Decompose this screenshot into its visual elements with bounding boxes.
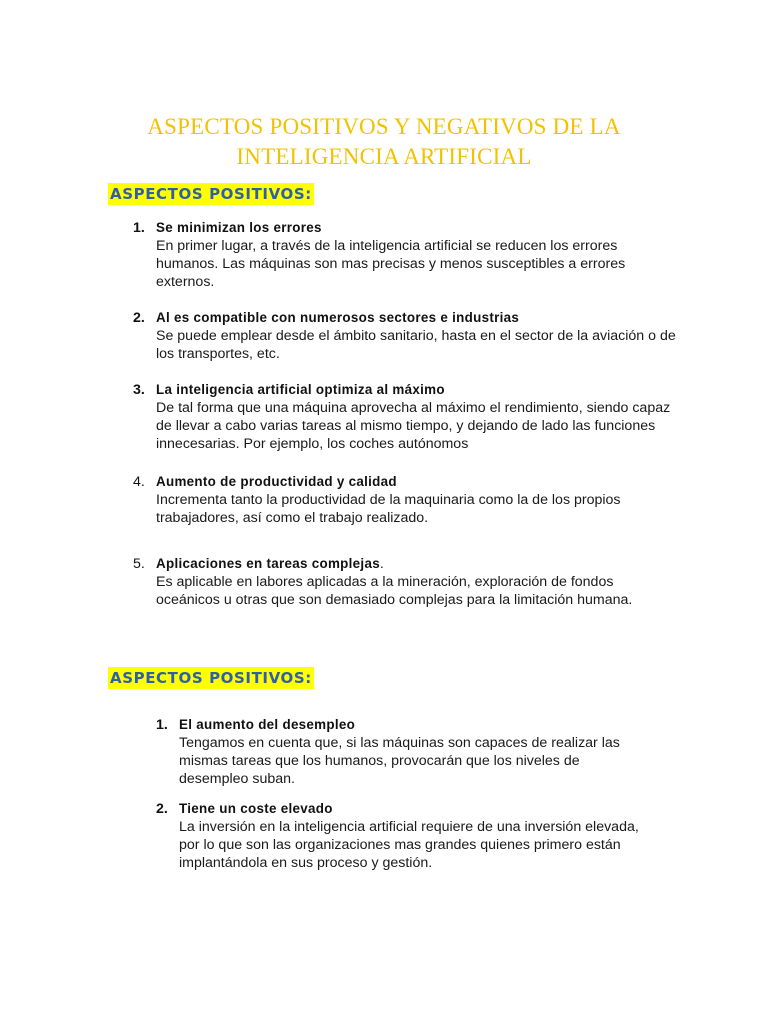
document-title: ASPECTOS POSITIVOS Y NEGATIVOS DE LA INTELIGENCIA ARTIFICIAL [147, 114, 621, 169]
item-number: 3. [133, 382, 145, 398]
item-description: La inversión en la inteligencia artificial requiere de una inversión elevada, por lo que son las organizaciones mas grandes quienes primero están implantándola en sus proceso y gestión. [179, 819, 639, 871]
section-heading-positive: ASPECTOS POSITIVOS: [110, 185, 312, 203]
item-description: Tengamos en cuenta que, si las máquinas son capaces de realizar las mismas tareas que los humanos, provocarán que los niveles de desempleo suban. [179, 735, 620, 787]
item-title: Tiene un coste elevado [179, 801, 333, 816]
second-aspects-list [156, 716, 696, 876]
item-title: Al es compatible con numerosos sectores e industrias [156, 310, 520, 325]
item-number: 4. [133, 474, 145, 490]
item-title: Aumento de productividad y calidad [156, 474, 397, 489]
item-number: 5. [133, 556, 145, 572]
item-title: El aumento del desempleo [179, 717, 356, 732]
item-number: 2. [156, 801, 168, 817]
item-title-suffix: . [379, 556, 384, 571]
item-number: 2. [133, 310, 145, 326]
positive-aspects-list [133, 219, 693, 639]
item-number: 1. [156, 717, 168, 733]
item-description: Incrementa tanto la productividad de la maquinaria como la de los propios trabajadores, así como el trabajo realizado. [156, 492, 621, 526]
item-description: Es aplicable en labores aplicadas a la mineración, exploración de fondos oceánicos u otras que son demasiado complejas para la limitación humana. [156, 574, 633, 608]
item-description: Se puede emplear desde el ámbito sanitario, hasta en el sector de la aviación o de los transportes, etc. [156, 328, 676, 362]
item-description: De tal forma que una máquina aprovecha al máximo el rendimiento, siendo capaz de llevar a cabo varias tareas al mismo tiempo, y dejando de lado las funciones innecesarias. Por ejemplo, los coches autónomos [156, 400, 671, 452]
item-number: 1. [133, 220, 145, 236]
item-title: La inteligencia artificial optimiza al máximo [156, 382, 445, 397]
section-heading-second: ASPECTOS POSITIVOS: [110, 669, 312, 687]
item-description: En primer lugar, a través de la inteligencia artificial se reducen los errores humanos. Las máquinas son mas precisas y menos susceptibles a errores externos. [156, 238, 626, 290]
item-title: Aplicaciones en tareas complejas [156, 556, 380, 571]
item-title: Se minimizan los errores [156, 220, 322, 235]
